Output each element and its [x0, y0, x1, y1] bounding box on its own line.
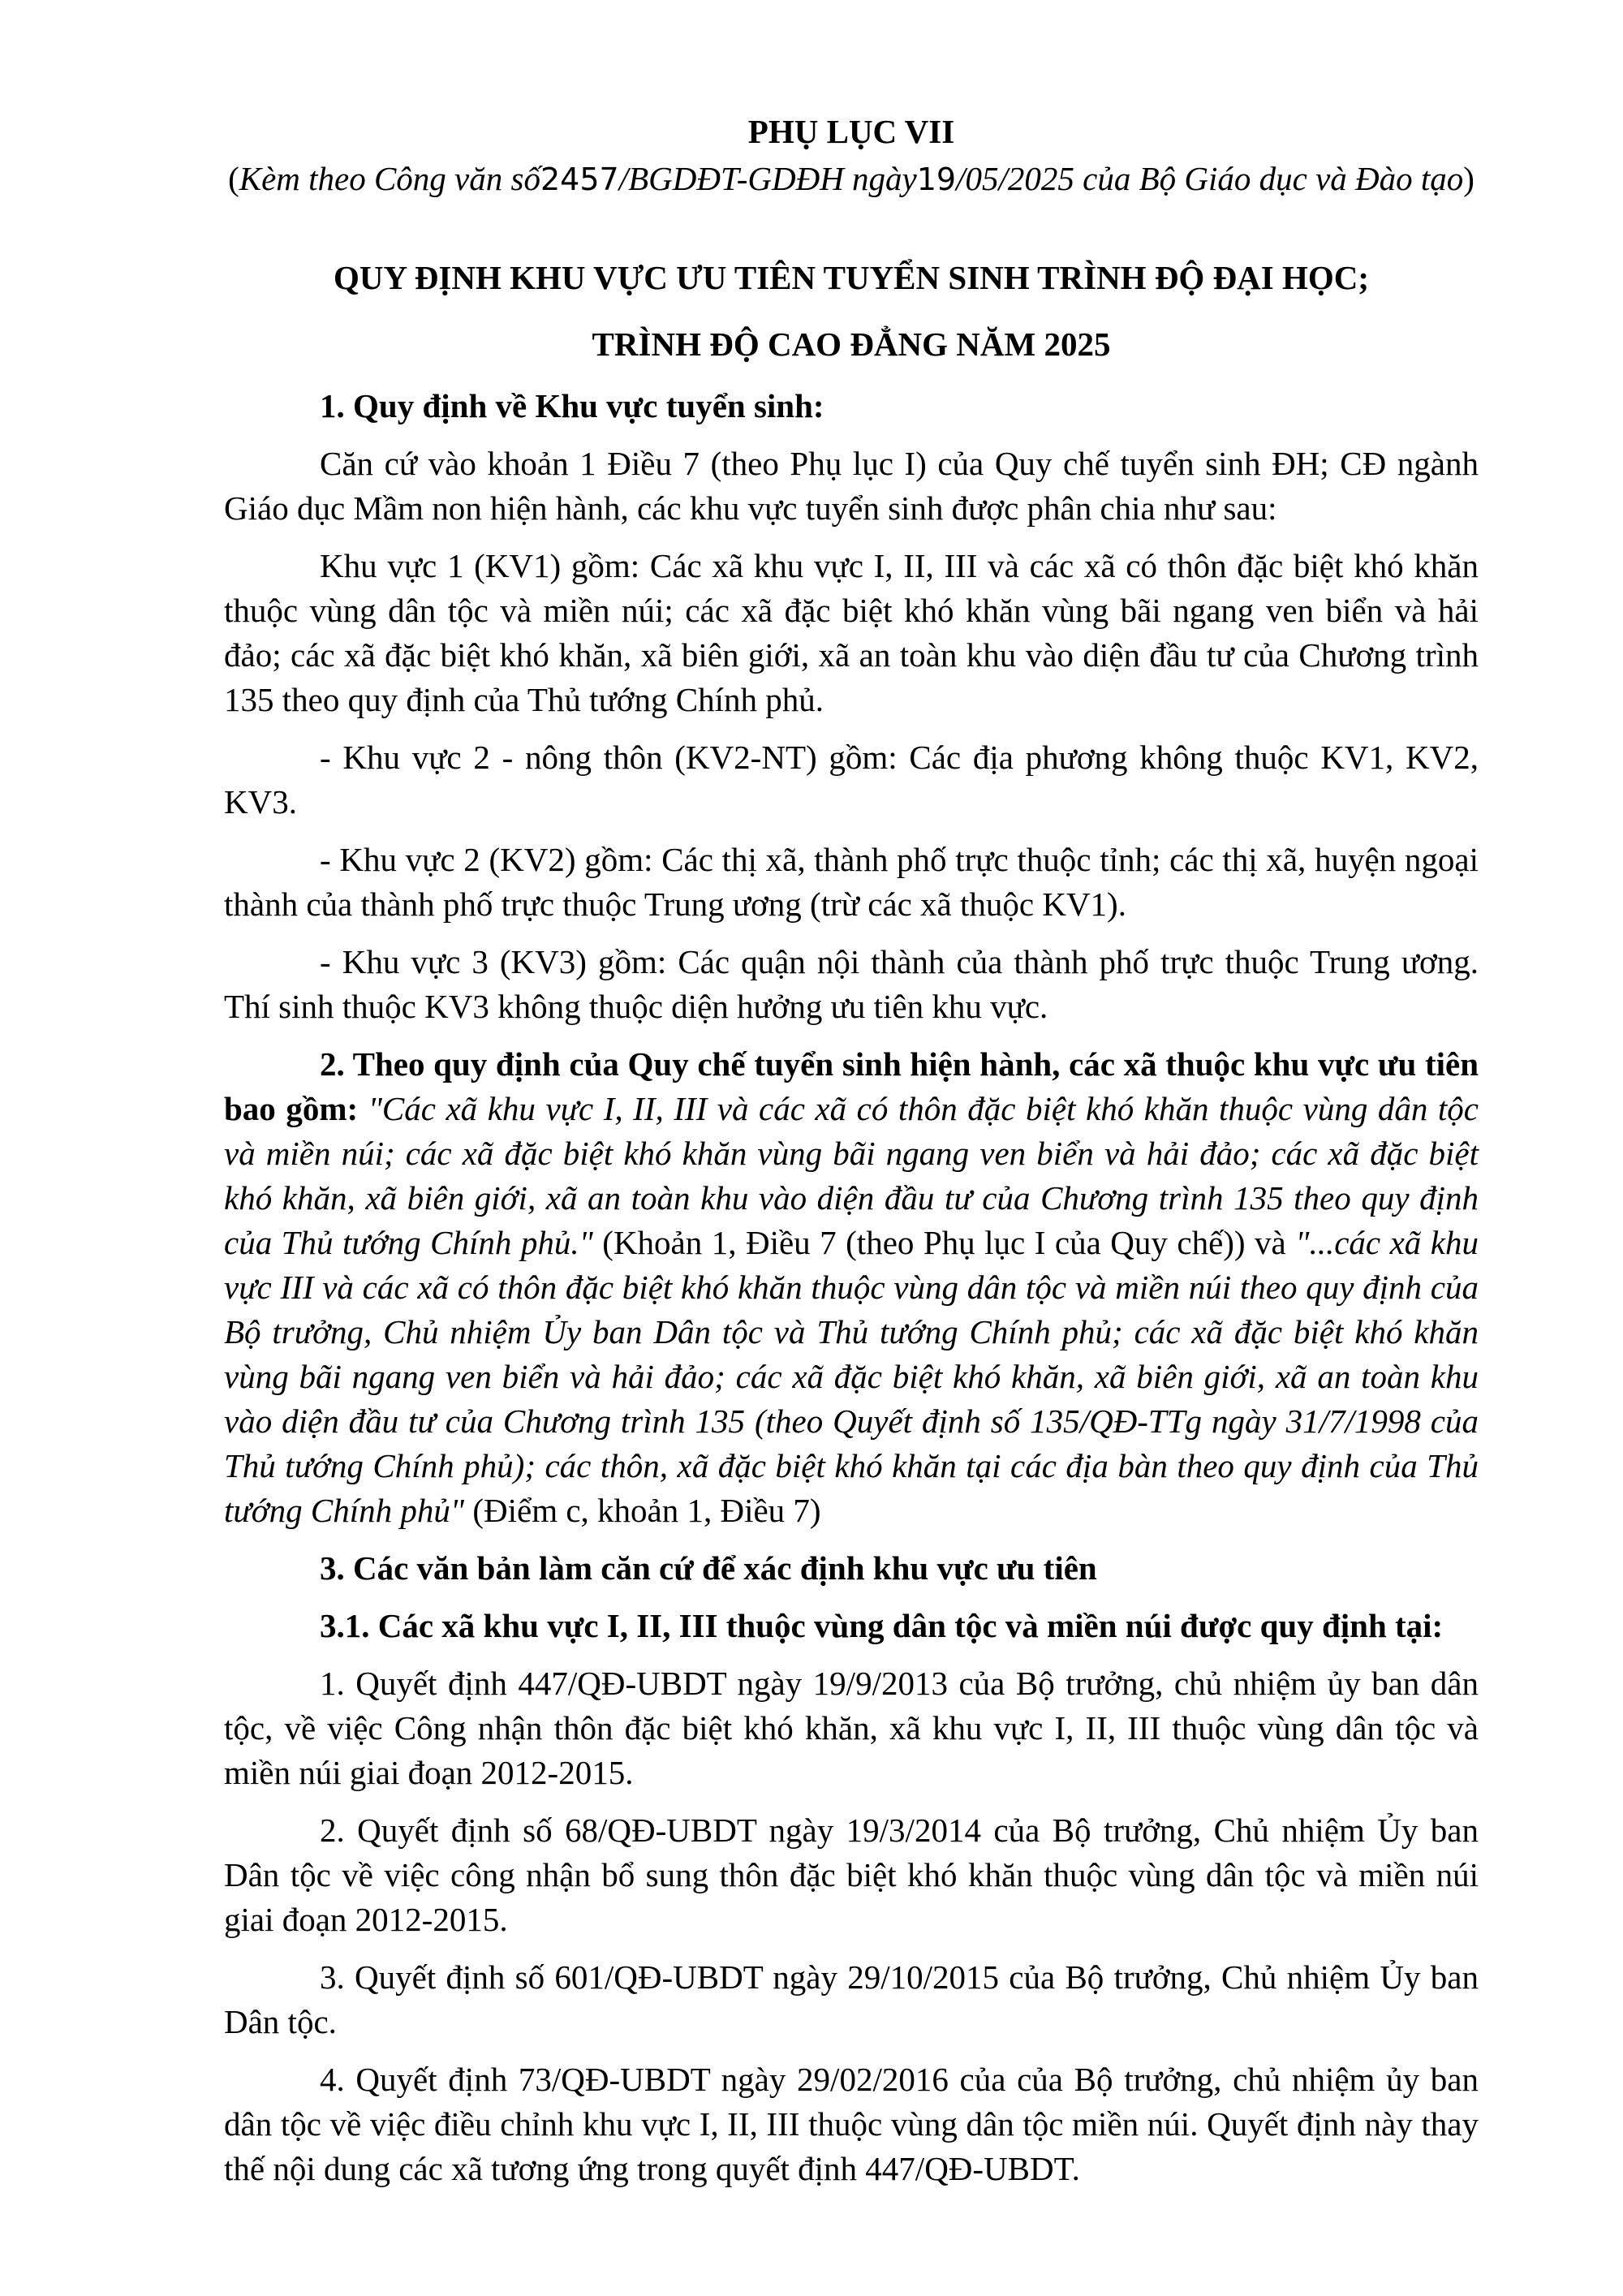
subtitle-middle: /BGDĐT-GDĐH ngày: [618, 160, 917, 197]
kv3-paragraph: - Khu vực 3 (KV3) gồm: Các quận nội thành của thành phố trực thuộc Trung ương. Thí sinh thuộc KV3 không thuộc diện hưởng ưu tiên khu vực.: [224, 943, 1479, 1025]
section-2-reference-1: (Khoản 1, Điều 7 (theo Phụ lục I của Quy chế)) và: [592, 1224, 1296, 1261]
subtitle-suffix: /05/2025 của Bộ Giáo dục và Đào tạo: [956, 160, 1464, 197]
section-2-quote-1: "Các xã khu vực I, II, III và các xã có thôn đặc biệt khó khăn thuộc vùng dân tộc và miền núi; các xã đặc biệt khó khăn vùng bãi ngang ven biển và hải đảo; các xã đặc biệt khó khăn, xã biên giới, xã an toàn khu vào diện đầu tư của Chương trình 135 theo quy định của Thủ tướng Chính phủ.": [224, 1090, 1479, 1261]
section-1-intro: Căn cứ vào khoản 1 Điều 7 (theo Phụ lục I) của Quy chế tuyển sinh ĐH; CĐ ngành Giáo dục Mầm non hiện hành, các khu vực tuyển sinh được phân chia như sau:: [224, 445, 1479, 527]
list-item-decision-447: 1. Quyết định 447/QĐ-UBDT ngày 19/9/2013 của Bộ trưởng, chủ nhiệm ủy ban dân tộc, về việc Công nhận thôn đặc biệt khó khăn, xã khu vực I, II, III thuộc vùng dân tộc và miền núi giai đoạn 2012-2015.: [224, 1665, 1479, 1791]
subtitle-day: 19: [916, 162, 957, 197]
section-2-reference-2: (Điểm c, khoản 1, Điều 7): [464, 1492, 821, 1529]
section-2-paragraph: [224, 1042, 1479, 1533]
subtitle-document-number: 2457: [540, 162, 619, 197]
document-body: [224, 110, 1479, 2191]
kv2nt-paragraph: - Khu vực 2 - nông thôn (KV2-NT) gồm: Các địa phương không thuộc KV1, KV2, KV3.: [224, 739, 1479, 821]
main-title-line-1: QUY ĐỊNH KHU VỰC ƯU TIÊN TUYỂN SINH TRÌNH ĐỘ ĐẠI HỌC;: [333, 259, 1370, 296]
section-2-lead: 2. Theo quy định của Quy chế tuyển sinh hiện hành, các xã thuộc khu vực ưu tiên bao gồm:: [224, 1045, 1479, 1127]
kv1-paragraph: Khu vực 1 (KV1) gồm: Các xã khu vực I, II, III và các xã có thôn đặc biệt khó khăn thuộc vùng dân tộc và miền núi; các xã đặc biệt khó khăn vùng bãi ngang ven biển và hải đảo; các xã đặc biệt khó khăn, xã biên giới, xã an toàn khu vào diện đầu tư của Chương trình 135 theo quy định của Thủ tướng Chính phủ.: [224, 547, 1479, 718]
section-3-1-heading: 3.1. Các xã khu vực I, II, III thuộc vùng dân tộc và miền núi được quy định tại:: [320, 1607, 1444, 1644]
list-item-decision-73: 4. Quyết định 73/QĐ-UBDT ngày 29/02/2016 của của Bộ trưởng, chủ nhiệm ủy ban dân tộc về việc điều chỉnh khu vực I, II, III thuộc vùng dân tộc miền núi. Quyết định này thay thế nội dung các xã tương ứng trong quyết định 447/QĐ-UBDT.: [224, 2061, 1479, 2187]
section-2-quote-2: "...các xã khu vực III và các xã có thôn đặc biệt khó khăn thuộc vùng dân tộc và miền núi theo quy định của Bộ trưởng, Chủ nhiệm Ủy ban Dân tộc và Thủ tướng Chính phủ; các xã đặc biệt khó khăn vùng bãi ngang ven biển và hải đảo; các xã đặc biệt khó khăn, xã biên giới, xã an toàn khu vào diện đầu tư của Chương trình 135 (theo Quyết định số 135/QĐ-TTg ngày 31/7/1998 của Thủ tướng Chính phủ); các thôn, xã đặc biệt khó khăn tại các địa bàn theo quy định của Thủ tướng Chính phủ": [224, 1224, 1479, 1529]
appendix-subtitle: [224, 157, 1479, 202]
section-3-heading: 3. Các văn bản làm căn cứ để xác định khu vực ưu tiên: [320, 1549, 1097, 1587]
main-title-line-2: TRÌNH ĐỘ CAO ĐẲNG NĂM 2025: [592, 325, 1111, 363]
section-1-heading: 1. Quy định về Khu vực tuyển sinh:: [320, 387, 824, 424]
subtitle-close-paren: ): [1463, 160, 1474, 197]
appendix-title: PHỤ LỤC VII: [747, 113, 955, 150]
subtitle-open-paren: (: [228, 160, 239, 197]
list-item-decision-601: 3. Quyết định số 601/QĐ-UBDT ngày 29/10/2015 của Bộ trưởng, Chủ nhiệm Ủy ban Dân tộc.: [224, 1958, 1479, 2040]
list-item-decision-68: 2. Quyết định số 68/QĐ-UBDT ngày 19/3/2014 của Bộ trưởng, Chủ nhiệm Ủy ban Dân tộc về việc công nhận bổ sung thôn đặc biệt khó khăn thuộc vùng dân tộc và miền núi giai đoạn 2012-2015.: [224, 1811, 1479, 1938]
subtitle-prefix: Kèm theo Công văn số: [239, 160, 540, 197]
kv2-paragraph: - Khu vực 2 (KV2) gồm: Các thị xã, thành phố trực thuộc tỉnh; các thị xã, huyện ngoại thành của thành phố trực thuộc Trung ương (trừ các xã thuộc KV1).: [224, 841, 1479, 923]
